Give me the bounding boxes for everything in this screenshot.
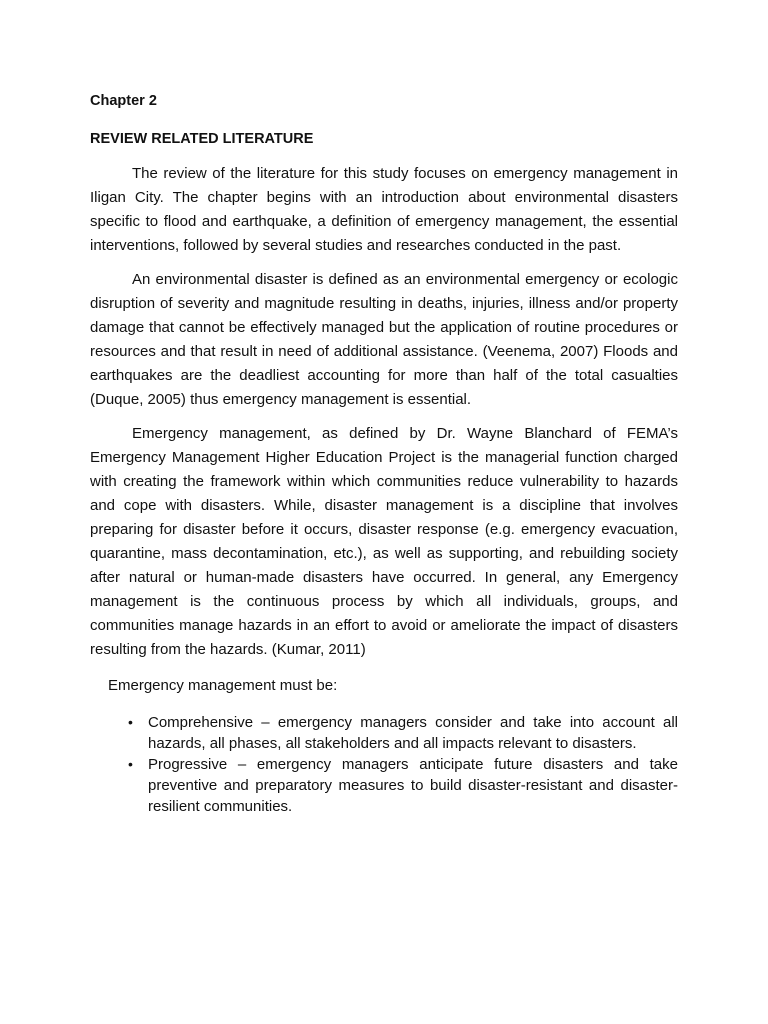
chapter-heading: Chapter 2 [90,93,157,109]
bullet-icon: • [128,714,133,730]
bullet-list [90,712,678,817]
list-item [90,754,678,817]
list-intro: Emergency management must be: [108,677,338,694]
bullet-icon: • [128,756,133,772]
list-item [90,712,678,754]
bullet-text-progressive: Progressive – emergency managers anticipate future disasters and take preventive and preparatory measures to build disaster-resistant and disaster-resilient communities. [148,756,678,815]
paragraph-emergency-management: Emergency management, as defined by Dr. Wayne Blanchard of FEMA’s Emergency Management Higher Education Project is the managerial function charged with creating the framework within which communities reduce vulnerability to hazards and cope with disasters. While, disaster management is a discipline that involves preparing for disaster before it occurs, disaster response (e.g. emergency evacuation, quarantine, mass decontamination, etc.), as well as supporting, and rebuilding society after natural or human-made disasters have occurred. In general, any Emergency management is the continuous process by which all individuals, groups, and communities manage hazards in an effort to avoid or ameliorate the impact of disasters resulting from the hazards. (Kumar, 2011) [90,425,678,658]
paragraph-introduction: The review of the literature for this study focuses on emergency management in Iligan City. The chapter begins with an introduction about environmental disasters specific to flood and earthquake, a definition of emergency management, the essential interventions, followed by several studies and researches conducted in the past. [90,165,678,254]
bullet-text-comprehensive: Comprehensive – emergency managers consider and take into account all hazards, all phases, all stakeholders and all impacts relevant to disasters. [148,714,678,752]
paragraph-environmental-disaster: An environmental disaster is defined as an environmental emergency or ecologic disruption of severity and magnitude resulting in deaths, injuries, illness and/or property damage that cannot be effectively managed but the application of routine procedures or resources and that result in need of additional assistance. (Veenema, 2007) Floods and earthquakes are the deadliest accounting for more than half of the total casualties (Duque, 2005) thus emergency management is essential. [90,271,678,408]
document-page [90,88,678,817]
section-title: REVIEW RELATED LITERATURE [90,131,314,147]
